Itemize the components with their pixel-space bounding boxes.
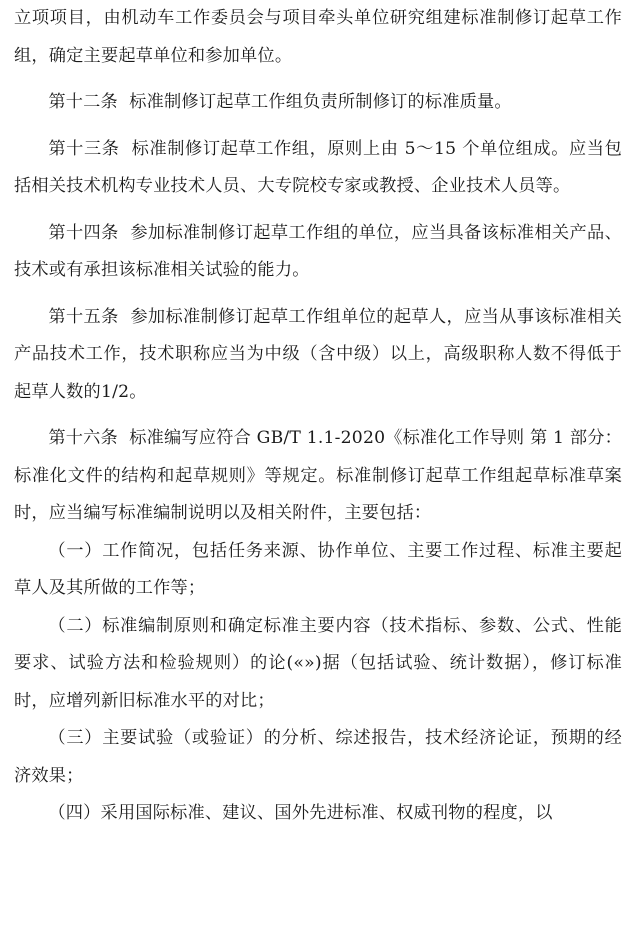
paragraph-article-12: 第十二条 标准制修订起草工作组负责所制修订的标准质量。: [48, 92, 512, 112]
paragraph-item-3: （三）主要试验（或验证）的分析、综述报告，技术经济论证，预期的经济效果；: [14, 728, 622, 786]
paragraph-article-16: 第十六条 标准编写应符合 GB/T 1.1-2020《标准化工作导则 第 1 部分：标准化文件的结构和起草规则》等规定。标准制修订起草工作组起草标准草案时，应当编写标准编制说明以及相关附件，主要包括：: [14, 428, 622, 523]
paragraph-article-13: 第十三条 标准制修订起草工作组，原则上由 5～15 个单位组成。应当包括相关技术机构专业技术人员、大专院校专家或教授、企业技术人员等。: [14, 138, 622, 196]
paragraph-continuation-top: 立项项目，由机动车工作委员会与项目牵头单位研究组建标准制修订起草工作组，确定主要起草单位和参加单位。: [14, 8, 622, 66]
paragraph-spacer: [14, 206, 622, 215]
paragraph-article-14: 第十四条 参加标准制修订起草工作组的单位，应当具备该标准相关产品、技术或有承担该标准相关试验的能力。: [14, 222, 622, 280]
paragraph-article-15: 第十五条 参加标准制修订起草工作组单位的起草人，应当从事该标准相关产品技术工作，技术职称应当为中级（含中级）以上，高级职称人数不得低于起草人数的1/2。: [14, 306, 622, 402]
paragraph-item-4: （四）采用国际标准、建议、国外先进标准、权威刊物的程度，以: [48, 803, 553, 823]
paragraph-spacer: [14, 122, 622, 131]
paragraph-item-1: （一）工作简况，包括任务来源、协作单位、主要工作过程、标准主要起草人及其所做的工作等；: [14, 540, 622, 598]
paragraph-spacer: [14, 411, 622, 420]
paragraph-spacer: [14, 75, 622, 84]
paragraph-item-2: （二）标准编制原则和确定标准主要内容（技术指标、参数、公式、性能要求、试验方法和检验规则）的论(«»)据（包括试验、统计数据），修订标准时，应增列新旧标准水平的对比；: [14, 615, 622, 711]
paragraph-spacer: [14, 290, 622, 299]
